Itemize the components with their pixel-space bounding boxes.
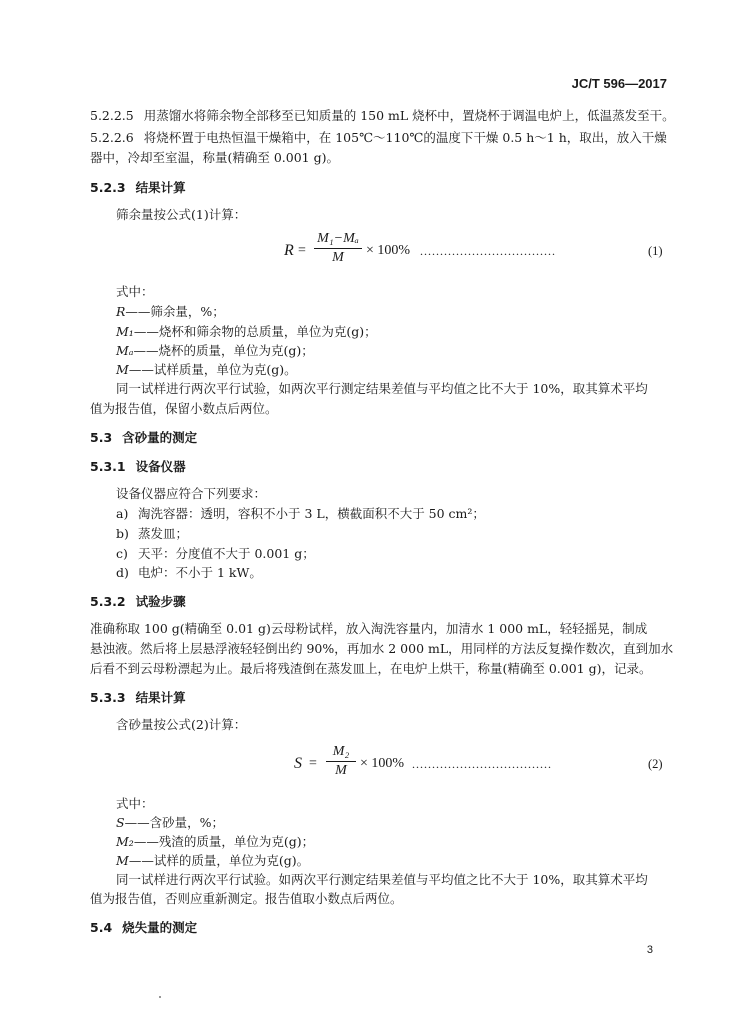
equipment-item-c bbox=[116, 546, 315, 561]
equipment-item-a bbox=[116, 506, 485, 521]
variable-s bbox=[116, 815, 224, 830]
scan-speck bbox=[159, 996, 161, 998]
clause-text: 将烧杯置于电热恒温干燥箱中，在 105℃～110℃的温度下干燥 0.5 h～1 h，取出，放入干燥 bbox=[143, 130, 667, 145]
formula-denominator: M bbox=[332, 250, 344, 265]
formula-leader-dots: ................................... bbox=[412, 757, 552, 771]
standard-code: JC/T 596—2017 bbox=[571, 76, 667, 91]
formula-denominator: M bbox=[335, 763, 347, 778]
variable-symbol: M₂ bbox=[116, 834, 134, 849]
variable-ma bbox=[116, 343, 314, 358]
variable-symbol: R bbox=[116, 304, 126, 319]
clause-text: 用蒸馏水将筛余物全部移至已知质量的 150 mL 烧杯中，置烧杯于调温电炉上，低温蒸发至干。 bbox=[143, 108, 675, 123]
formula-numerator: M₁−Mₐ bbox=[314, 230, 362, 249]
clause-5-2-2-6-line1 bbox=[90, 130, 667, 145]
variable-symbol: S bbox=[116, 815, 125, 830]
heading-5-3-3 bbox=[90, 690, 186, 705]
variable-symbol: M bbox=[116, 853, 129, 868]
heading-number: 5.3.1 bbox=[90, 459, 126, 474]
variable-desc: ——烧杯的质量，单位为克(g)； bbox=[133, 343, 314, 358]
heading-5-4 bbox=[90, 920, 197, 935]
equation-number: (1) bbox=[648, 244, 663, 258]
clause-number: 5.2.2.5 bbox=[90, 108, 134, 123]
item-mark: d) bbox=[116, 565, 129, 580]
variable-m bbox=[116, 362, 297, 377]
variable-symbol: M bbox=[116, 362, 129, 377]
heading-title: 结果计算 bbox=[135, 690, 186, 705]
equipment-item-b bbox=[116, 526, 188, 541]
variable-desc: ——试样质量，单位为克(g)。 bbox=[128, 362, 297, 377]
procedure-line-1: 准确称取 100 g(精确至 0.01 g)云母粉试样，放入淘洗容量内，加清水 1 000 mL，轻轻摇晃，制成 bbox=[90, 621, 648, 636]
equipment-intro: 设备仪器应符合下列要求： bbox=[116, 486, 267, 501]
variable-symbol: Mₐ bbox=[116, 343, 134, 358]
heading-5-3 bbox=[90, 430, 197, 445]
variable-r bbox=[116, 304, 225, 319]
item-text: 蒸发皿； bbox=[138, 526, 189, 541]
formula-fraction bbox=[326, 743, 356, 780]
where-label: 式中： bbox=[116, 796, 154, 811]
variable-m2 bbox=[116, 834, 314, 849]
variable-desc: ——含砂量，%； bbox=[124, 815, 224, 830]
heading-number: 5.3 bbox=[90, 430, 113, 445]
heading-number: 5.2.3 bbox=[90, 180, 126, 195]
variable-symbol: M₁ bbox=[116, 324, 134, 339]
formula-equals: = bbox=[298, 243, 306, 258]
variable-m1 bbox=[116, 324, 377, 339]
formula-1-intro: 筛余量按公式(1)计算： bbox=[116, 207, 247, 222]
formula-tail: × 100% bbox=[360, 756, 405, 771]
formula-lhs: R bbox=[284, 242, 294, 259]
heading-5-2-3 bbox=[90, 180, 186, 195]
heading-number: 5.3.2 bbox=[90, 594, 126, 609]
note-line-1: 同一试样进行两次平行试验。如两次平行测定结果差值与平均值之比不大于 10%，取其算术平均 bbox=[116, 872, 648, 887]
equation-number: (2) bbox=[648, 757, 663, 771]
variable-desc: ——残渣的质量，单位为克(g)； bbox=[133, 834, 315, 849]
variable-desc: ——试样的质量，单位为克(g)。 bbox=[128, 853, 310, 868]
formula-2 bbox=[0, 740, 729, 786]
item-mark: a) bbox=[116, 506, 129, 521]
formula-tail: × 100% bbox=[366, 243, 411, 258]
heading-title: 结果计算 bbox=[135, 180, 186, 195]
variable-desc: ——筛余量，%； bbox=[125, 304, 225, 319]
equipment-item-d bbox=[116, 565, 262, 580]
heading-number: 5.4 bbox=[90, 920, 113, 935]
heading-5-3-1 bbox=[90, 459, 186, 474]
item-text: 电炉：不小于 1 kW。 bbox=[138, 565, 262, 580]
note-line-1: 同一试样进行两次平行试验，如两次平行测定结果差值与平均值之比不大于 10%，取其算术平均 bbox=[116, 381, 648, 396]
item-mark: b) bbox=[116, 526, 129, 541]
heading-5-3-2 bbox=[90, 594, 186, 609]
note-line-2: 值为报告值，保留小数点后两位。 bbox=[90, 401, 278, 416]
item-text: 天平：分度值不大于 0.001 g； bbox=[138, 546, 315, 561]
clause-number: 5.2.2.6 bbox=[90, 130, 134, 145]
variable-m bbox=[116, 853, 309, 868]
heading-title: 试验步骤 bbox=[135, 594, 186, 609]
clause-5-2-2-5 bbox=[90, 108, 675, 123]
formula-numerator: M₂ bbox=[326, 743, 356, 762]
item-text: 淘洗容器：透明，容积不小于 3 L，横截面积不大于 50 cm²； bbox=[138, 506, 485, 521]
formula-equals: = bbox=[309, 756, 317, 771]
heading-title: 含砂量的测定 bbox=[122, 430, 198, 445]
procedure-line-3: 后看不到云母粉漂起为止。最后将残渣倒在蒸发皿上，在电炉上烘干，称量(精确至 0.001 g)，记录。 bbox=[90, 661, 652, 676]
formula-2-intro: 含砂量按公式(2)计算： bbox=[116, 717, 247, 732]
formula-1 bbox=[0, 228, 729, 274]
formula-fraction bbox=[314, 230, 362, 267]
note-line-2: 值为报告值，否则应重新测定。报告值取小数点后两位。 bbox=[90, 891, 403, 906]
item-mark: c) bbox=[116, 546, 128, 561]
formula-leader-dots: .................................. bbox=[420, 244, 556, 258]
procedure-line-2: 悬浊液。然后将上层悬浮液轻轻倒出约 90%，再加水 2 000 mL，用同样的方法反复操作数次，直到加水 bbox=[90, 641, 674, 656]
variable-desc: ——烧杯和筛余物的总质量，单位为克(g)； bbox=[133, 324, 377, 339]
where-label: 式中： bbox=[116, 284, 154, 299]
heading-title: 设备仪器 bbox=[135, 459, 186, 474]
heading-number: 5.3.3 bbox=[90, 690, 126, 705]
formula-lhs: S bbox=[294, 755, 302, 772]
page-number: 3 bbox=[646, 944, 653, 956]
clause-5-2-2-6-line2: 器中，冷却至室温，称量(精确至 0.001 g)。 bbox=[90, 150, 339, 165]
heading-title: 烧失量的测定 bbox=[122, 920, 198, 935]
